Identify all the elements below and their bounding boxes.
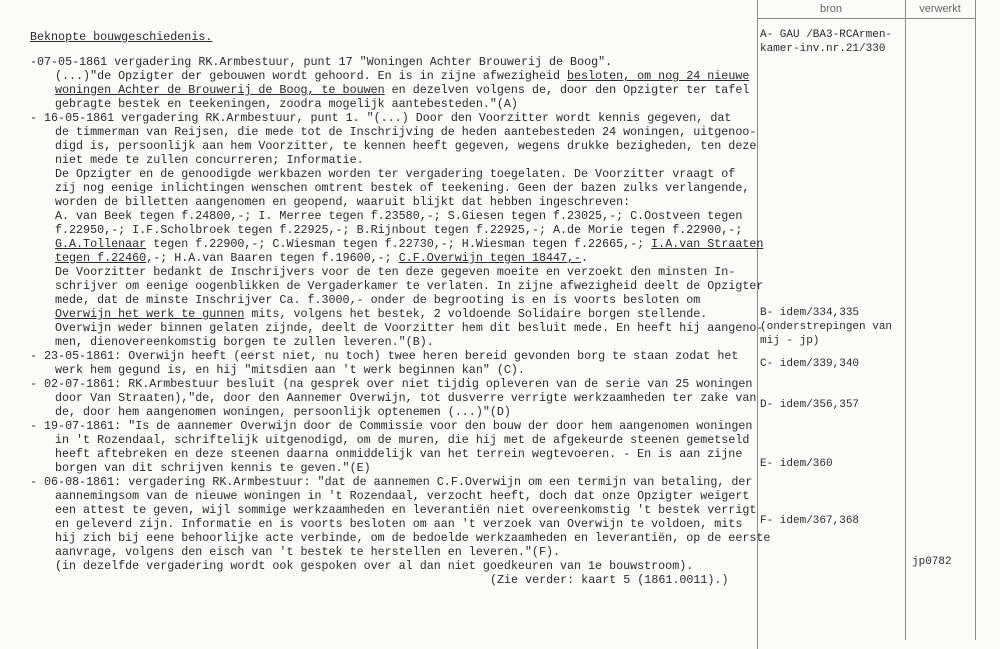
source-reference: A- GAU /BA3-RCArmen- kamer-inv.nr.21/330	[760, 29, 893, 56]
text-line	[55, 405, 511, 419]
text-line	[55, 531, 770, 545]
text-segment: hij zich bij eene behoorlijke acte verbinde, om de bedoelde werkzaamheden en leverantiën, op de eerste	[55, 531, 771, 545]
text-line	[55, 83, 749, 97]
underlined-text: C.F.Overwijn tegen 18447,-	[398, 251, 582, 265]
text-segment: tegen f.22900,-; C.Wiesman tegen f.22730,-; H.Wiesman tegen f.22665,-;	[146, 237, 652, 251]
text-line	[55, 265, 735, 279]
text-line	[55, 97, 518, 111]
verwerkt-code: jp0782	[912, 556, 952, 568]
text-segment: niet mede te zullen concurreren; Informatie.	[55, 153, 364, 167]
text-line	[55, 195, 630, 209]
text-segment: - 06-08-1861: vergadering RK.Armbestuur: "dat de aannemen C.F.Overwijn om een termijn van betaling, der	[30, 475, 753, 489]
text-segment: in 't Rozendaal, schriftelijk uitgenodigd, om de muren, die hij met de afgekeurde steenen gemetseld	[55, 433, 750, 447]
text-segment: aannemingsom van de nieuwe woningen in 't Rozendaal, verzocht heeft, doch dat onze Opzigter weigert	[55, 489, 750, 503]
source-reference: F- idem/367,368	[760, 515, 860, 528]
text-line	[55, 503, 756, 517]
text-segment: men, dienovereenkomstig borgen te zullen leveren."(B).	[55, 335, 434, 349]
text-line	[55, 209, 742, 223]
text-line	[55, 69, 749, 83]
text-segment: De Voorzitter bedankt de Inschrijvers voor de ten deze gegeven moeite en verzoekt den minsten In-	[55, 265, 736, 279]
source-reference: C- idem/339,340	[760, 358, 860, 371]
text-line	[55, 433, 749, 447]
text-segment: (in dezelfde vergadering wordt ook gespoken over al dan niet goedkeuren van 1e bouwstroom).	[55, 559, 694, 573]
text-line	[55, 139, 756, 153]
text-line	[55, 363, 525, 377]
text-segment: worden de billetten aangenomen en geopend, waaruit blijkt dat hebben ingeschreven:	[55, 195, 631, 209]
text-segment: .	[581, 251, 589, 265]
text-segment: (Zie verder: kaart 5 (1861.0011).)	[490, 573, 729, 587]
text-line	[30, 349, 738, 363]
text-segment: schrijver om eenige oogenblikken de Vergaderkamer te verlaten. In zijne afwezigheid deelt de Opzigter	[55, 279, 764, 293]
text-line	[55, 237, 763, 251]
text-segment: de timmerman van Reijsen, die mede tot de Inschrijving de heden aantebesteden 24 woningen, uitgenoo-	[55, 125, 757, 139]
text-segment: door Van Straaten),"de, door den Aannemer Overwijn, tot dusverre verrigte werkzaamheden ter zake van	[55, 391, 757, 405]
text-segment: en dezelven volgens de, door den Opzigter ter tafel	[384, 83, 750, 97]
text-segment: -07-05-1861 vergadering RK.Armbestuur, punt 17 "Woningen Achter Brouwerij de Boog".	[30, 55, 613, 69]
source-reference: E- idem/360	[760, 457, 833, 470]
text-line	[55, 293, 700, 307]
text-line	[55, 559, 693, 573]
underlined-text: Overwijn het werk te gunnen	[55, 307, 245, 321]
text-segment: mits, volgens het bestek, 2 voldoende Solidaire borgen stellende.	[244, 307, 708, 321]
text-segment: gebragte bestek en teekeningen, zoodra mogelijk aantebesteden."(A)	[55, 97, 518, 111]
column-divider-verwerkt-left	[905, 0, 906, 640]
source-reference: B- idem/334,335 (onderstrepingen van mij - jp)	[760, 306, 893, 347]
text-line	[55, 461, 371, 475]
text-line	[30, 419, 752, 433]
text-line	[55, 125, 756, 139]
text-segment: werk hem gegund is, en hij "mitsdien aan 't werk beginnen kan" (C).	[55, 363, 525, 377]
text-segment: zij nog eenige inlichtingen wenschen omtrent bestek of teekening. Geen der bazen zulks verlangende,	[55, 181, 750, 195]
text-line	[55, 321, 763, 335]
text-segment: mede, dat de minste Inschrijver Ca. f.3000,- onder de begrooting is en is voorts besloten om	[55, 293, 701, 307]
text-segment: - 02-07-1861: RK.Armbestuur besluit (na gesprek over niet tijdig opleveren van de serie van 25 woningen	[30, 377, 753, 391]
text-line	[55, 391, 756, 405]
text-line	[55, 545, 560, 559]
text-segment: aanvrage, volgens den eisch van 't bestek te herstellen en leveren."(F).	[55, 545, 560, 559]
text-segment: f.22950,-; I.F.Scholbroek tegen f.22925,-; B.Rijnbout tegen f.22925,-; A.de Morie tegen f.22900,-;	[55, 223, 743, 237]
text-line	[55, 447, 742, 461]
text-segment: de, door hem aangenomen woningen, persoonlijk optenemen (...)"(D)	[55, 405, 511, 419]
text-segment: - 23-05-1861: Overwijn heeft (eerst niet, nu toch) twee heren bereid gevonden borg te staan zodat het	[30, 349, 739, 363]
text-line	[55, 335, 434, 349]
text-line	[55, 251, 588, 265]
text-segment: - 19-07-1861: "Is de aannemer Overwijn door de Commissie voor den bouw der door hem aangenomen woningen	[30, 419, 753, 433]
underlined-text: tegen f.22460	[55, 251, 147, 265]
text-line	[55, 153, 364, 167]
text-line	[55, 517, 742, 531]
text-line	[30, 111, 731, 125]
text-line	[55, 167, 735, 181]
text-segment: (...)"de Opzigter der gebouwen wordt gehoord. En is in zijne afwezigheid	[55, 69, 567, 83]
text-line	[55, 489, 749, 503]
column-divider-right	[975, 0, 976, 640]
text-segment: A. van Beek tegen f.24800,-; I. Merree tegen f.23580,-; S.Giesen tegen f.23025,-; C.Oostveen tegen	[55, 209, 743, 223]
text-line	[490, 573, 728, 587]
source-reference: D- idem/356,357	[760, 399, 860, 411]
underlined-text: woningen Achter de Brouwerij de Boog, te bouwen	[55, 83, 385, 97]
underlined-text: G.A.Tollenaar	[55, 237, 147, 251]
underlined-text: besloten, om nog 24 nieuwe	[567, 69, 750, 83]
header-bron: bron	[819, 3, 843, 15]
text-segment: ,-; H.A.van Baaren tegen f.19600,-;	[146, 251, 399, 265]
text-line	[55, 181, 749, 195]
text-segment: digd is, persoonlijk aan hem Voorzitter, te kennen heeft gegeven, wegens drukke bezigheden, ten deze	[55, 139, 757, 153]
text-line	[55, 279, 763, 293]
text-line	[30, 475, 752, 489]
text-line	[30, 55, 612, 69]
underlined-text: I.A.van Straaten	[651, 237, 764, 251]
text-line	[55, 307, 707, 321]
header-verwerkt: verwerkt	[919, 3, 961, 15]
text-line	[55, 223, 742, 237]
text-segment: heeft aftebreken en deze steenen daarna onmiddelijk van het terrein wegtevoeren. - En is aan zijne	[55, 447, 743, 461]
text-line	[30, 377, 752, 391]
text-segment: - 16-05-1861 vergadering RK.Armbestuur, punt 1. "(...) Door den Voorzitter wordt kennis gegeven, dat	[30, 111, 732, 125]
document-title: Beknopte bouwgeschiedenis.	[30, 30, 213, 44]
header-divider	[757, 18, 976, 19]
text-segment: en geleverd zijn. Informatie en is voorts besloten om aan 't verzoek van Overwijn te voldoen, mits	[55, 517, 743, 531]
text-segment: borgen van dit schrijven kennis te geven."(E)	[55, 461, 371, 475]
text-segment: De Opzigter en de genoodigde werkbazen worden ter vergadering toegelaten. De Voorzitter vraagt of	[55, 167, 736, 181]
text-segment: Overwijn weder binnen gelaten zijnde, deelt de Voorzitter hem dit besluit mede. En heeft hij aangeno-	[55, 321, 764, 335]
text-segment: een attest te geven, wijl sommige werkzaamheden en leverantiën niet overeenkomstig 't bestek verrigt	[55, 503, 757, 517]
